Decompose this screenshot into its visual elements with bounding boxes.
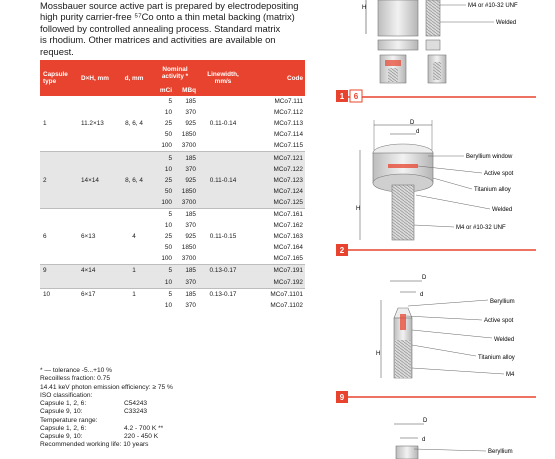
dim-D-label: D bbox=[422, 275, 427, 281]
cell-capsule bbox=[40, 253, 78, 265]
cell-mci: 50 bbox=[152, 242, 174, 253]
cell-code: MCo7.124 bbox=[248, 186, 305, 197]
cell-d: 8, 6, 4 bbox=[116, 175, 152, 186]
note-label: Capsule 1, 2, 6: bbox=[40, 424, 87, 432]
cell-code: MCo7.111 bbox=[248, 96, 305, 107]
cell-dxh bbox=[78, 253, 116, 265]
cell-capsule bbox=[40, 277, 78, 289]
cell-mci: 100 bbox=[152, 197, 174, 209]
dim-h-label: H bbox=[362, 5, 367, 11]
figure-label-1: 1 bbox=[339, 92, 345, 101]
cell-mbq: 1850 bbox=[174, 129, 198, 140]
note-label: Capsule 9, 10: bbox=[40, 433, 83, 440]
cell-code: MCo7.122 bbox=[248, 164, 305, 175]
cell-linewidth bbox=[198, 107, 248, 118]
note-line bbox=[40, 417, 173, 425]
cell-mbq: 925 bbox=[174, 175, 198, 186]
note-value: 4.2 - 700 K ** bbox=[124, 424, 164, 432]
cell-capsule bbox=[40, 197, 78, 209]
callout-beryllium: Beryllium bbox=[490, 299, 515, 305]
cell-d bbox=[116, 220, 152, 231]
table-row bbox=[40, 208, 305, 220]
welded-callout: Welded bbox=[496, 20, 517, 26]
callout-welded: Welded bbox=[492, 207, 513, 213]
cell-d: 4 bbox=[116, 231, 152, 242]
cell-code: MCo7.113 bbox=[248, 118, 305, 129]
cell-mci: 5 bbox=[152, 152, 174, 164]
cell-linewidth bbox=[198, 197, 248, 209]
figure-capsule-2 bbox=[356, 120, 514, 240]
cell-code: MCo7.192 bbox=[248, 277, 305, 289]
cell-mci: 100 bbox=[152, 140, 174, 152]
cell-mci: 10 bbox=[152, 220, 174, 231]
cell-d bbox=[116, 253, 152, 265]
cell-dxh bbox=[78, 220, 116, 231]
cell-mci: 5 bbox=[152, 96, 174, 107]
cell-capsule: 2 bbox=[40, 175, 78, 186]
cell-linewidth bbox=[198, 300, 248, 311]
cell-d bbox=[116, 140, 152, 152]
table-row bbox=[40, 152, 305, 164]
cell-mbq: 1850 bbox=[174, 242, 198, 253]
cell-d bbox=[116, 96, 152, 107]
cell-dxh bbox=[78, 107, 116, 118]
cell-linewidth bbox=[198, 220, 248, 231]
cell-d bbox=[116, 300, 152, 311]
cell-d bbox=[116, 277, 152, 289]
callout-welded: Welded bbox=[494, 337, 515, 343]
table-header-row bbox=[40, 60, 305, 85]
table-row bbox=[40, 288, 305, 300]
dim-d-label: d bbox=[416, 129, 420, 135]
table-row bbox=[40, 242, 305, 253]
cell-d bbox=[116, 208, 152, 220]
intro-line: request. bbox=[40, 45, 74, 57]
cell-mbq: 185 bbox=[174, 288, 198, 300]
dim-D-label: D bbox=[423, 418, 428, 424]
figure-label-6: 6 bbox=[353, 92, 359, 101]
intro-paragraph bbox=[40, 0, 312, 57]
figure-capsule-9 bbox=[376, 275, 515, 378]
cell-mbq: 370 bbox=[174, 220, 198, 231]
cell-mci: 10 bbox=[152, 300, 174, 311]
cell-dxh: 6×13 bbox=[78, 231, 116, 242]
note-label: Capsule 9, 10: bbox=[40, 408, 83, 416]
cell-mci: 25 bbox=[152, 118, 174, 129]
cell-dxh bbox=[78, 197, 116, 209]
figure-capsule-10 bbox=[394, 418, 513, 459]
note-line bbox=[40, 375, 173, 383]
header-linewidth: Linewidth, mm/s bbox=[198, 60, 248, 96]
cell-dxh bbox=[78, 242, 116, 253]
cell-d bbox=[116, 186, 152, 197]
cell-d bbox=[116, 164, 152, 175]
cell-dxh bbox=[78, 152, 116, 164]
cell-linewidth: 0.11-0.14 bbox=[198, 175, 248, 186]
header-nominal-activity: Nominal activity * bbox=[152, 60, 198, 85]
cell-code: MCo7.121 bbox=[248, 152, 305, 164]
cell-linewidth bbox=[198, 164, 248, 175]
cell-capsule bbox=[40, 96, 78, 107]
dim-d-label: d bbox=[422, 437, 426, 443]
table-row bbox=[40, 96, 305, 107]
note-line bbox=[40, 384, 173, 392]
cell-code: MCo7.115 bbox=[248, 140, 305, 152]
cell-linewidth bbox=[198, 277, 248, 289]
cell-code: MCo7.1102 bbox=[248, 300, 305, 311]
figure-label-2 bbox=[336, 244, 348, 256]
cell-capsule bbox=[40, 208, 78, 220]
table-row bbox=[40, 220, 305, 231]
note-line bbox=[40, 441, 173, 449]
cell-linewidth bbox=[198, 242, 248, 253]
cell-capsule bbox=[40, 220, 78, 231]
cell-mbq: 3700 bbox=[174, 140, 198, 152]
cell-linewidth bbox=[198, 152, 248, 164]
cell-capsule bbox=[40, 300, 78, 311]
figure-label-1-6 bbox=[336, 90, 362, 102]
cell-dxh: 14×14 bbox=[78, 175, 116, 186]
cell-d bbox=[116, 197, 152, 209]
note-label: 14.41 keV photon emission efficiency: ≥ 75 % bbox=[40, 383, 173, 391]
callout-beryllium: Beryllium bbox=[488, 449, 513, 455]
cell-linewidth: 0.13-0.17 bbox=[198, 265, 248, 277]
cell-capsule bbox=[40, 152, 78, 164]
note-value: C33243 bbox=[124, 408, 148, 416]
cell-mci: 50 bbox=[152, 186, 174, 197]
cell-linewidth bbox=[198, 129, 248, 140]
cell-code: MCo7.163 bbox=[248, 231, 305, 242]
cell-linewidth: 0.11-0.15 bbox=[198, 231, 248, 242]
note-label: Capsule 1, 2, 6: bbox=[40, 400, 87, 407]
cell-capsule bbox=[40, 129, 78, 140]
figure-label-9 bbox=[336, 391, 348, 403]
cell-capsule bbox=[40, 164, 78, 175]
note-line bbox=[40, 367, 173, 375]
cell-linewidth bbox=[198, 96, 248, 107]
cell-dxh: 6×17 bbox=[78, 288, 116, 300]
cell-code: MCo7.161 bbox=[248, 208, 305, 220]
table-row bbox=[40, 300, 305, 311]
cell-code: MCo7.165 bbox=[248, 253, 305, 265]
table-row bbox=[40, 186, 305, 197]
figure-capsule-1-6 bbox=[362, 0, 518, 83]
callout-titanium-alloy: Titanium alloy bbox=[474, 187, 511, 193]
header-mci: mCi bbox=[152, 85, 174, 96]
table-row bbox=[40, 140, 305, 152]
cell-capsule: 10 bbox=[40, 288, 78, 300]
cell-mci: 25 bbox=[152, 231, 174, 242]
cell-code: MCo7.164 bbox=[248, 242, 305, 253]
cell-code: MCo7.191 bbox=[248, 265, 305, 277]
note-label: Recoilless fraction: 0.75 bbox=[40, 375, 111, 383]
header-d: d, mm bbox=[116, 60, 152, 96]
cell-dxh bbox=[78, 277, 116, 289]
cell-dxh bbox=[78, 129, 116, 140]
cell-dxh: 11.2×13 bbox=[78, 118, 116, 129]
cell-mci: 50 bbox=[152, 129, 174, 140]
figure-label-9-text: 9 bbox=[339, 393, 345, 402]
note-line bbox=[40, 425, 173, 433]
table-row bbox=[40, 107, 305, 118]
cell-dxh bbox=[78, 96, 116, 107]
note-label: ISO classification: bbox=[40, 391, 93, 399]
cell-mbq: 370 bbox=[174, 164, 198, 175]
table-row bbox=[40, 253, 305, 265]
cell-linewidth bbox=[198, 208, 248, 220]
notes-block bbox=[40, 367, 173, 450]
cell-code: MCo7.1101 bbox=[248, 288, 305, 300]
cell-dxh bbox=[78, 186, 116, 197]
intro-line: followed by controlled annealing process. Standard matrix bbox=[40, 22, 281, 34]
cell-code: MCo7.123 bbox=[248, 175, 305, 186]
cell-capsule: 1 bbox=[40, 118, 78, 129]
cell-code: MCo7.112 bbox=[248, 107, 305, 118]
cell-mbq: 3700 bbox=[174, 197, 198, 209]
cell-capsule bbox=[40, 107, 78, 118]
table-row bbox=[40, 231, 305, 242]
cell-code: MCo7.125 bbox=[248, 197, 305, 209]
cell-mbq: 185 bbox=[174, 96, 198, 107]
table-row bbox=[40, 129, 305, 140]
cell-mci: 10 bbox=[152, 277, 174, 289]
cell-d bbox=[116, 107, 152, 118]
dim-d-label: d bbox=[420, 292, 424, 298]
cell-mbq: 185 bbox=[174, 152, 198, 164]
cell-mbq: 370 bbox=[174, 277, 198, 289]
cell-capsule: 6 bbox=[40, 231, 78, 242]
cell-mci: 10 bbox=[152, 164, 174, 175]
cell-mbq: 370 bbox=[174, 300, 198, 311]
cell-mci: 5 bbox=[152, 288, 174, 300]
cell-mci: 10 bbox=[152, 107, 174, 118]
table-row bbox=[40, 164, 305, 175]
intro-line: Mossbauer source active part is prepared by electrodepositing bbox=[40, 0, 299, 11]
dim-H-label: H bbox=[376, 351, 381, 357]
cell-d: 1 bbox=[116, 288, 152, 300]
cell-d: 1 bbox=[116, 265, 152, 277]
table-row bbox=[40, 175, 305, 186]
dim-H-label: H bbox=[356, 206, 361, 212]
cell-mbq: 3700 bbox=[174, 253, 198, 265]
cell-linewidth bbox=[198, 253, 248, 265]
cell-capsule: 9 bbox=[40, 265, 78, 277]
callout-active-spot: Active spot bbox=[484, 318, 514, 324]
cell-dxh: 4×14 bbox=[78, 265, 116, 277]
cell-dxh bbox=[78, 164, 116, 175]
cell-capsule bbox=[40, 242, 78, 253]
intro-line: is rhodium. Other matrices and activities are available on bbox=[40, 34, 276, 46]
table-row bbox=[40, 265, 305, 277]
note-label: Recommended working life: 10 years bbox=[40, 441, 149, 449]
table-row bbox=[40, 277, 305, 289]
table-row bbox=[40, 197, 305, 209]
cell-code: MCo7.114 bbox=[248, 129, 305, 140]
note-line bbox=[40, 400, 173, 408]
callout-thread: M4 or #10-32 UNF bbox=[456, 225, 506, 231]
intro-line: high purity carrier-free ⁵⁷Co onto a thin metal backing (matrix) bbox=[40, 11, 295, 23]
header-capsule-type: Capsule type bbox=[40, 60, 78, 96]
table-body bbox=[40, 96, 305, 311]
header-mbq: MBq bbox=[174, 85, 198, 96]
cell-mci: 5 bbox=[152, 265, 174, 277]
callout-titanium-alloy: Titanium alloy bbox=[478, 355, 515, 361]
note-line bbox=[40, 408, 173, 416]
cell-dxh bbox=[78, 208, 116, 220]
cell-d bbox=[116, 242, 152, 253]
specification-table bbox=[40, 60, 305, 311]
note-label: Temperature range: bbox=[40, 416, 98, 424]
note-line bbox=[40, 433, 173, 441]
cell-d: 8, 6, 4 bbox=[116, 118, 152, 129]
cell-code: MCo7.162 bbox=[248, 220, 305, 231]
cell-dxh bbox=[78, 140, 116, 152]
cell-dxh bbox=[78, 300, 116, 311]
cell-mbq: 185 bbox=[174, 208, 198, 220]
cell-mci: 5 bbox=[152, 208, 174, 220]
cell-d bbox=[116, 129, 152, 140]
thread-callout: M4 or #10-32 UNF bbox=[468, 3, 518, 9]
dim-D-label: D bbox=[410, 120, 415, 126]
cell-linewidth: 0.13-0.17 bbox=[198, 288, 248, 300]
cell-linewidth bbox=[198, 140, 248, 152]
cell-mbq: 925 bbox=[174, 118, 198, 129]
header-code: Code bbox=[248, 60, 305, 96]
cell-d bbox=[116, 152, 152, 164]
cell-mbq: 370 bbox=[174, 107, 198, 118]
cell-mbq: 925 bbox=[174, 231, 198, 242]
header-dxh: D×H, mm bbox=[78, 60, 116, 96]
note-label: * — tolerance -5...+10 % bbox=[40, 367, 113, 374]
figure-label-2-text: 2 bbox=[339, 246, 345, 255]
cell-capsule bbox=[40, 140, 78, 152]
note-value: 220 - 450 K bbox=[124, 433, 159, 440]
cell-linewidth: 0.11-0.14 bbox=[198, 118, 248, 129]
cell-linewidth bbox=[198, 186, 248, 197]
capsule-drawings bbox=[336, 0, 555, 459]
callout-m4: M4 bbox=[506, 372, 515, 378]
table-row bbox=[40, 118, 305, 129]
callout-beryllium-window: Beryllium window bbox=[466, 154, 513, 160]
cell-mbq: 1850 bbox=[174, 186, 198, 197]
callout-active-spot: Active spot bbox=[484, 171, 514, 177]
cell-mci: 100 bbox=[152, 253, 174, 265]
cell-mci: 25 bbox=[152, 175, 174, 186]
cell-capsule bbox=[40, 186, 78, 197]
cell-mbq: 185 bbox=[174, 265, 198, 277]
note-line bbox=[40, 392, 173, 400]
note-value: C54243 bbox=[124, 400, 148, 407]
